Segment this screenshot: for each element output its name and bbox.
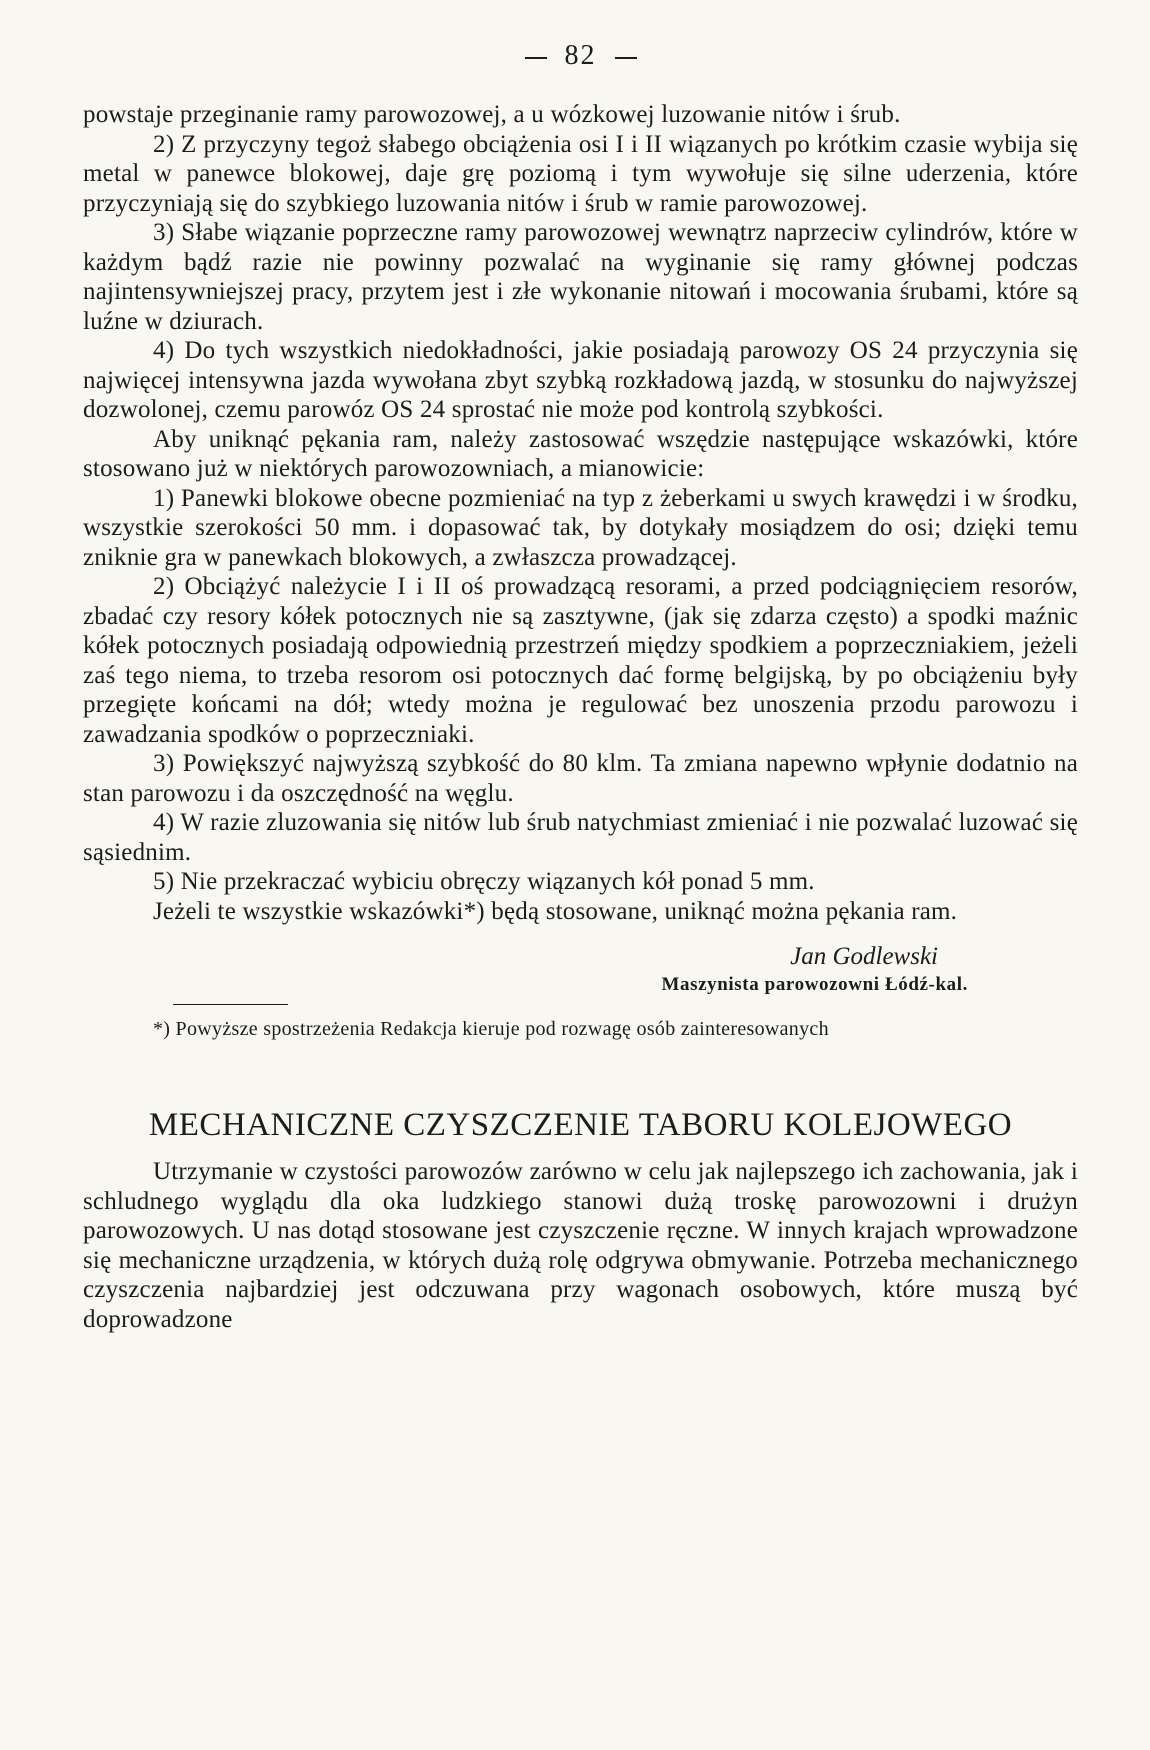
author-name: Jan Godlewski (790, 943, 938, 970)
footnote: *) Powyższe spostrzeżenia Redakcja kieruje pod rozwagę osób zainteresowanych (153, 1018, 829, 1040)
paragraph-point-3: 3) Słabe wiązanie poprzeczne ramy parowozowej wewnątrz naprzeciw cylindrów, które w każdym bądź razie nie powinny pozwalać na wyginanie się ramy głównej podczas najintensywniejszej pracy, przytem jest i złe wykonanie nitowań i mocowania śrubami, które są luźne w dziurach. (83, 219, 1078, 335)
page-number (83, 40, 1078, 72)
paragraph-recommendation-3: 3) Powiększyć najwyższą szybkość do 80 klm. Ta zmiana napewno wpłynie dodatnio na stan parowozu i da oszczędność na węglu. (83, 750, 1078, 807)
page-number-dash-left (525, 57, 547, 59)
paragraph-conclusion: Jeżeli te wszystkie wskazówki*) będą stosowane, uniknąć można pękania ram. (153, 897, 958, 925)
paragraph-point-4: 4) Do tych wszystkich niedokładności, jakie posiadają parowozy OS 24 przyczynia się najwięcej intensywna jazda wywołana zbyt szybką rozkładową jazdą, w stosunku do najwyższej dozwolonej, czemu parowóz OS 24 sprostać nie może pod kontrolą szybkości. (83, 337, 1078, 423)
footnote-rule (173, 1004, 288, 1005)
paragraph-recommendation-5: 5) Nie przekraczać wybiciu obręczy wiązanych kół ponad 5 mm. (153, 868, 815, 895)
page-content (83, 40, 1078, 1334)
page-number-dash-right (615, 57, 637, 59)
paragraph-continuation: powstaje przeginanie ramy parowozowej, a u wózkowej luzowanie nitów i śrub. (83, 101, 901, 128)
paragraph-recommendation-2: 2) Obciążyć należycie I i II oś prowadzącą resorami, a przed podciągnięciem resorów, zbadać czy resory kółek potocznych nie są zasztywne, (jak się zdarza często) a spodki maźnic kółek potocznych posiadają odpowiednią przestrzeń między spodkiem a poprzeczniakiem, jeżeli zaś tego niema, to trzeba resorom osi potocznych dać formę belgijską, by po obciążeniu były przegięte końcami na dół; wtedy można je regulować bez unoszenia przodu parowozu i zawadzania spodków o poprzeczniaki. (83, 573, 1078, 748)
section-heading: MECHANICZNE CZYSZCZENIE TABORU KOLEJOWEGO (148, 1107, 1013, 1143)
paragraph-recommendations-intro: Aby uniknąć pękania ram, należy zastosować wszędzie następujące wskazówki, które stosowano już w niektórych parowozowniach, a mianowicie: (83, 425, 1078, 482)
signature-block (83, 942, 1078, 998)
paragraph-recommendation-1: 1) Panewki blokowe obecne pozmieniać na typ z żeberkami u swych krawędzi i w środku, wszystkie szerokości 50 mm. i dopasować tak, by dotykały mosiądzem do osi; dzięki temu zniknie gra w panewkach blokowych, a zwłaszcza prowadzącej. (83, 484, 1078, 571)
author-role: Maszynista parowozowni Łódź-kal. (661, 974, 968, 995)
paragraph-point-2: 2) Z przyczyny tegoż słabego obciążenia osi I i II wiązanych po krótkim czasie wybija się metal w panewce blokowej, daje grę poziomą i tym wywołuje się silne uderzenia, które przyczyniają się do szybkiego luzowania nitów i śrub w ramie parowozowej. (83, 130, 1078, 217)
page-number-value: 82 (564, 40, 597, 71)
section-paragraph: Utrzymanie w czystości parowozów zarówno w celu jak najlepszego ich zachowania, jak i schludnego wyglądu dla oka ludzkiego stanowi dużą troskę parowozowni i drużyn parowozowych. U nas dotąd stosowane jest czyszczenie ręczne. W innych krajach wprowadzone się mechaniczne urządzenia, w których dużą rolę odgrywa obmywanie. Potrzeba mechanicznego czyszczenia najbardziej jest odczuwana przy wagonach osobowych, które muszą być doprowadzone (83, 1158, 1078, 1333)
paragraph-recommendation-4: 4) W razie zluzowania się nitów lub śrub natychmiast zmieniać i nie pozwalać luzować się sąsiednim. (83, 809, 1078, 866)
